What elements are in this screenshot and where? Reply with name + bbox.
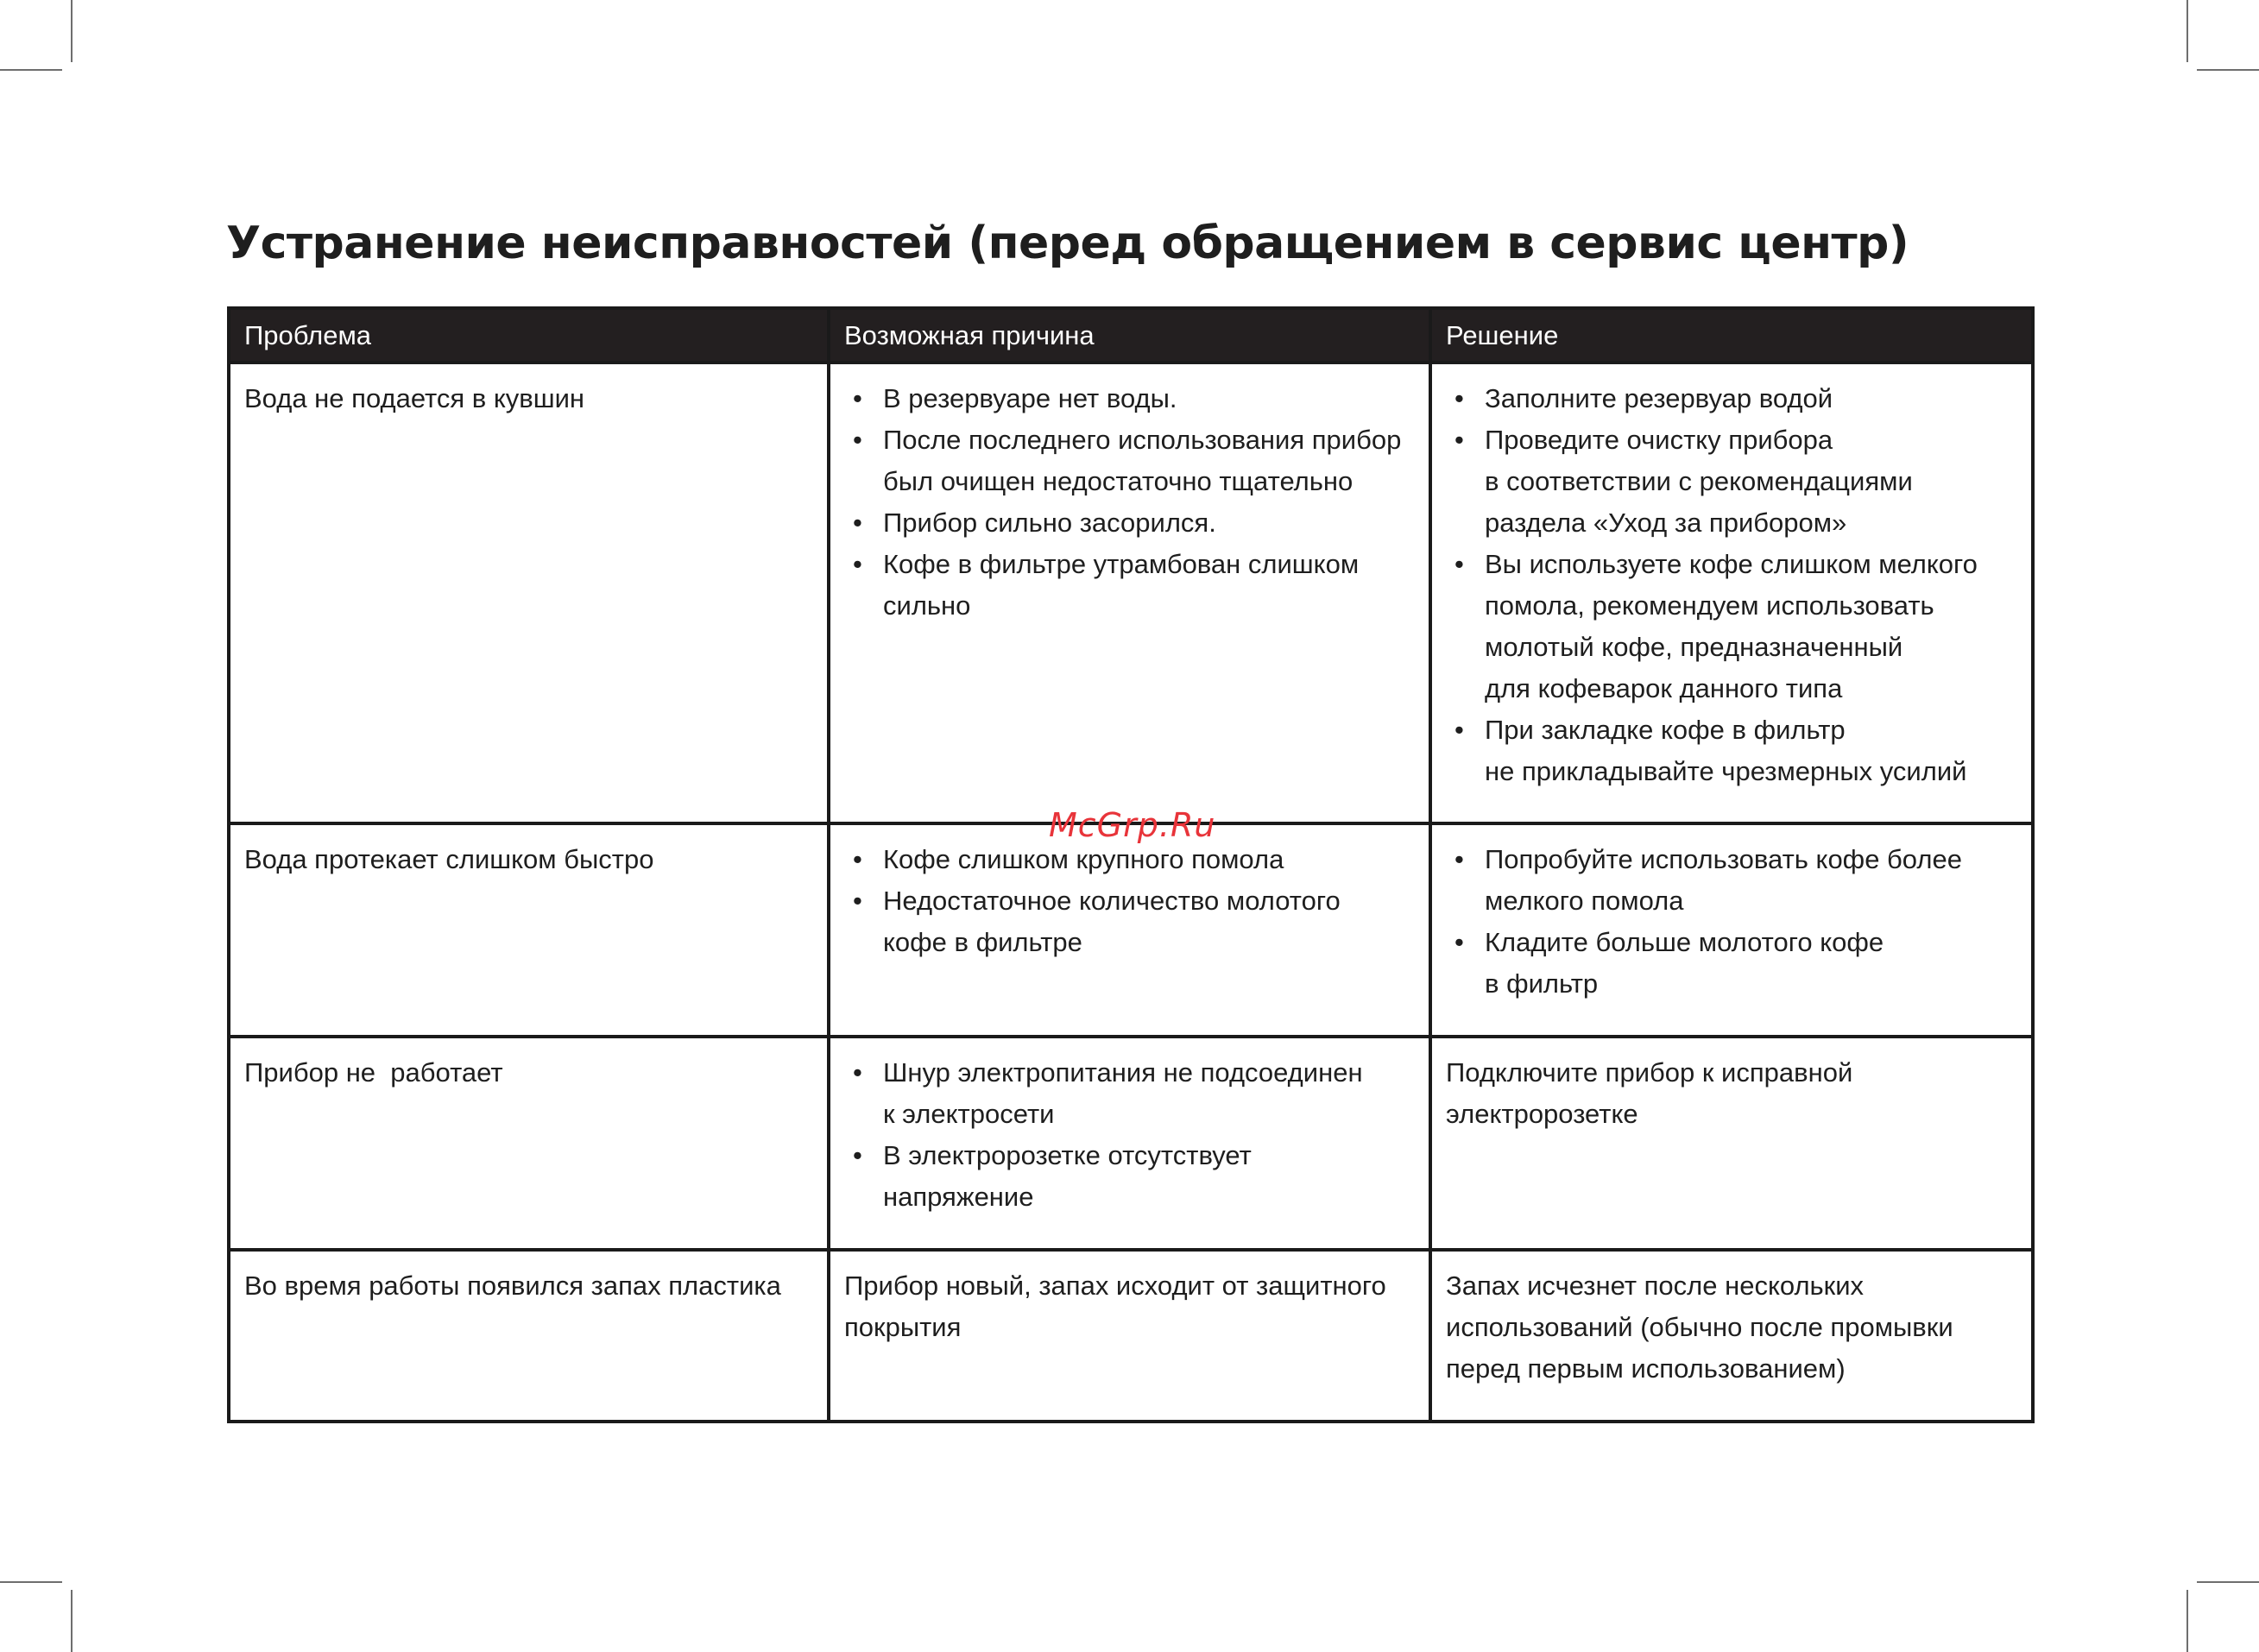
list-item: • Шнур электропитания не подсоединен к электросети (844, 1052, 1415, 1135)
list-item: • Прибор сильно засорился. (844, 502, 1415, 544)
problem-cell: Вода протекает слишком быстро (229, 823, 829, 1037)
list-item: • Вы используете кофе слишком мелкого помола, рекомендуем использовать молотый кофе, предназначенный для кофеварок данного типа (1446, 544, 2017, 709)
list-item: • После последнего использования прибор был очищен недостаточно тщательно (844, 419, 1415, 502)
solution-cell (1430, 363, 2033, 823)
list-item: • В электророзетке отсутствует напряжение (844, 1135, 1415, 1218)
problem-cell: Во время работы появился запах пластика (229, 1250, 829, 1422)
table-row (229, 1037, 2033, 1250)
crop-mark (71, 1590, 73, 1652)
solution-cell (1430, 823, 2033, 1037)
crop-mark (0, 69, 62, 71)
watermark-text: McGrp.Ru (1049, 806, 1216, 844)
list-item: • Недостаточное количество молотого кофе в фильтре (844, 880, 1415, 963)
list-item: • Заполните резервуар водой (1446, 378, 2017, 419)
header-solution: Решение (1430, 308, 2033, 363)
header-problem: Проблема (229, 308, 829, 363)
table-row (229, 823, 2033, 1037)
cause-cell (829, 1037, 1430, 1250)
list-item: • В резервуаре нет воды. (844, 378, 1415, 419)
crop-mark (2197, 69, 2259, 71)
list-item: • Кофе в фильтре утрамбован слишком сильно (844, 544, 1415, 627)
crop-mark (2186, 1590, 2188, 1652)
list-item: • Кладите больше молотого кофе в фильтр (1446, 922, 2017, 1005)
cause-cell: Прибор новый, запах исходит от защитного покрытия (829, 1250, 1430, 1422)
table-header-row (229, 308, 2033, 363)
list-item: • Кофе слишком крупного помола (844, 839, 1415, 880)
crop-mark (2197, 1581, 2259, 1583)
solution-cell: Запах исчезнет после нескольких использований (обычно после промывки перед первым использованием) (1430, 1250, 2033, 1422)
table-row (229, 363, 2033, 823)
list-item: • Попробуйте использовать кофе более мелкого помола (1446, 839, 2017, 922)
list-item: • При закладке кофе в фильтр не прикладывайте чрезмерных усилий (1446, 709, 2017, 792)
header-cause: Возможная причина (829, 308, 1430, 363)
problem-cell: Вода не подается в кувшин (229, 363, 829, 823)
crop-mark (0, 1581, 62, 1583)
crop-mark (71, 0, 73, 62)
troubleshooting-table (227, 306, 2035, 1423)
solution-cell: Подключите прибор к исправной электророзетке (1430, 1037, 2033, 1250)
page-title: Устранение неисправностей (перед обращением в сервис центр) (226, 218, 1909, 269)
crop-mark (2186, 0, 2188, 62)
problem-cell: Прибор не работает (229, 1037, 829, 1250)
list-item: • Проведите очистку прибора в соответствии с рекомендациями раздела «Уход за прибором» (1446, 419, 2017, 544)
cause-cell (829, 823, 1430, 1037)
table-row (229, 1250, 2033, 1422)
cause-cell (829, 363, 1430, 823)
